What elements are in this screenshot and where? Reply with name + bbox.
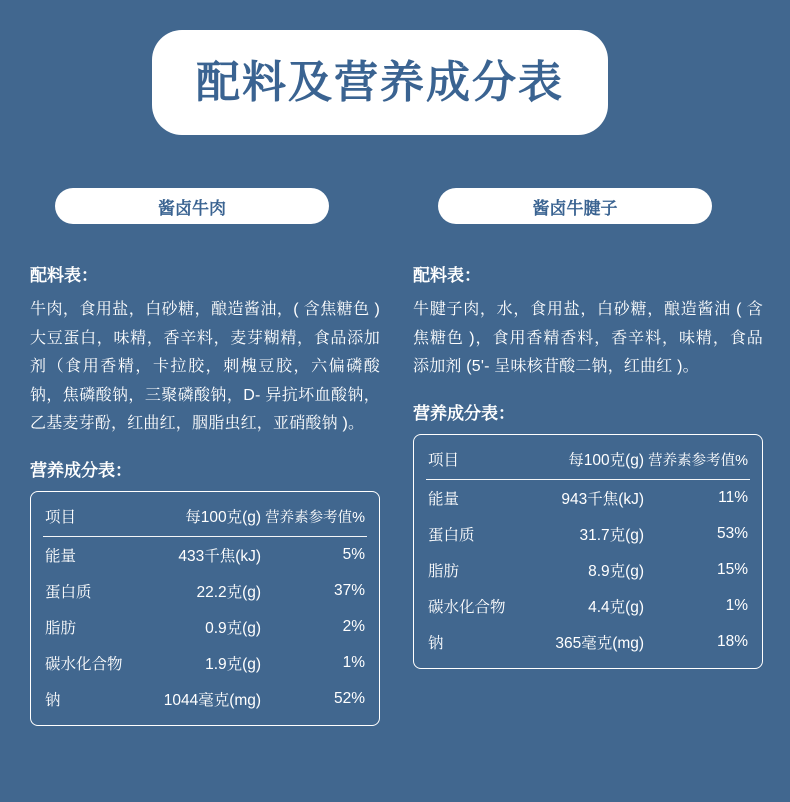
ingredients-text-left: 牛肉，食用盐，白砂糖，酿造酱油，( 含焦糖色 ) 大豆蛋白，味精，香辛料，麦芽糊精，食品添加剂（食用香精，卡拉胶，刺槐豆胶，六偏磷酸钠，焦磷酸钠，三聚磷酸钠，D- 异抗坏血酸钠，乙基麦芽酚，红曲红，胭脂虫红，亚硝酸钠 )。 xyxy=(30,301,380,433)
table-header-cell: 项目 xyxy=(426,441,540,480)
table-cell: 31.7克(g) xyxy=(579,527,645,545)
table-cell: 4.4克(g) xyxy=(588,599,645,617)
table-cell: 蛋白质 xyxy=(45,584,92,602)
table-header-row xyxy=(43,498,367,537)
table-cell: 53% xyxy=(716,525,748,543)
table-row xyxy=(43,573,367,609)
table-cell: 2% xyxy=(342,618,365,636)
nutrition-table-box-right xyxy=(413,434,763,669)
table-cell: 0.9克(g) xyxy=(205,620,262,638)
table-cell: 碳水化合物 xyxy=(428,599,506,617)
table-cell: 1.9克(g) xyxy=(205,656,262,674)
product-name-pill-left xyxy=(55,188,329,224)
product-column-left xyxy=(30,188,380,726)
nutrition-label-right: 营养成分表： xyxy=(413,403,515,423)
table-row xyxy=(43,537,367,574)
table-row xyxy=(426,624,750,660)
ingredients-label-left: 配料表： xyxy=(30,266,98,285)
table-header-row xyxy=(426,441,750,480)
table-cell: 1% xyxy=(342,654,365,672)
table-cell: 蛋白质 xyxy=(428,527,475,545)
product-name-left: 酱卤牛肉 xyxy=(158,198,226,218)
table-cell: 钠 xyxy=(45,692,61,710)
table-cell: 943千焦(kJ) xyxy=(561,491,645,509)
page-title-pill xyxy=(152,30,608,135)
nutrition-table-left xyxy=(43,498,367,717)
product-column-right xyxy=(413,188,763,669)
table-cell: 11% xyxy=(718,489,748,507)
table-header-cell: 每100克(g) xyxy=(540,441,646,480)
table-cell: 能量 xyxy=(45,548,77,566)
product-name-pill-right xyxy=(438,188,712,224)
table-cell: 365毫克(mg) xyxy=(555,635,645,653)
table-cell: 1044毫克(mg) xyxy=(163,692,262,710)
table-cell: 碳水化合物 xyxy=(45,656,123,674)
table-cell: 能量 xyxy=(428,491,460,509)
table-cell: 433千焦(kJ) xyxy=(178,548,262,566)
table-cell: 1% xyxy=(725,597,748,615)
table-row xyxy=(43,681,367,717)
table-cell: 37% xyxy=(333,582,365,600)
nutrition-table-box-left xyxy=(30,491,380,726)
ingredients-text-right: 牛腱子肉，水，食用盐，白砂糖，酿造酱油 ( 含焦糖色 )，食用香精香料，香辛料，味精，食品添加剂 (5'- 呈味核苷酸二钠，红曲红 )。 xyxy=(413,301,763,376)
nutrition-table-right xyxy=(426,441,750,660)
page-title: 配料及营养成分表 xyxy=(196,57,564,107)
table-cell: 15% xyxy=(716,561,748,579)
table-cell: 8.9克(g) xyxy=(588,563,645,581)
table-cell: 52% xyxy=(333,690,365,708)
table-row xyxy=(43,609,367,645)
ingredients-label-right: 配料表： xyxy=(413,266,481,285)
table-row xyxy=(426,588,750,624)
table-row xyxy=(43,645,367,681)
table-cell: 脂肪 xyxy=(45,620,77,638)
table-cell: 18% xyxy=(716,633,748,651)
product-name-right: 酱卤牛腱子 xyxy=(532,198,618,218)
table-row xyxy=(426,516,750,552)
table-row xyxy=(426,552,750,588)
table-header-cell: 项目 xyxy=(43,498,155,537)
table-cell: 钠 xyxy=(428,635,444,653)
table-cell: 脂肪 xyxy=(428,563,460,581)
table-header-cell: 营养素参考值% xyxy=(646,441,750,480)
table-row xyxy=(426,480,750,517)
table-header-cell: 每100克(g) xyxy=(155,498,263,537)
nutrition-label-left: 营养成分表： xyxy=(30,460,132,480)
table-cell: 5% xyxy=(342,546,365,564)
table-header-cell: 营养素参考值% xyxy=(263,498,367,537)
table-cell: 22.2克(g) xyxy=(196,584,262,602)
